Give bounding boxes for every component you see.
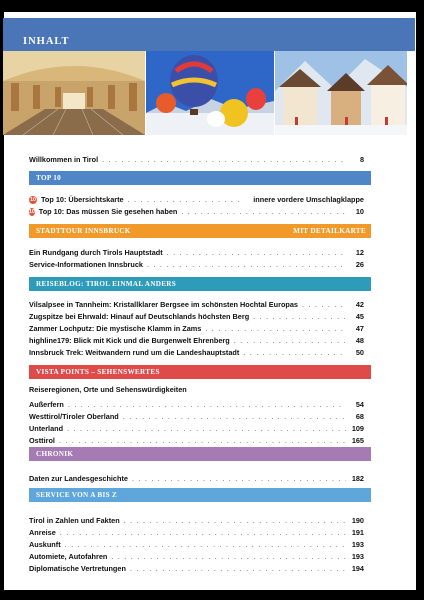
toc-entry-osttirol[interactable]: Osttirol . . . 165 bbox=[29, 434, 364, 445]
top10-badge-icon: 10 bbox=[29, 209, 35, 215]
toc-entry-reiseblog-5[interactable]: Innsbruck Trek: Weitwandern rund um die Landeshauptstadt . . . 50 bbox=[29, 346, 364, 357]
toc-entry-reiseblog-3[interactable]: Zammer Lochputz: Die mystische Klamm in Zams . . . 47 bbox=[29, 322, 364, 333]
toc-entry-ausserfern[interactable]: Außerfern . . . 54 bbox=[29, 398, 364, 409]
toc-entry-service-3[interactable]: Auskunft . . . 193 bbox=[29, 538, 364, 549]
toc-entry-top10-sights[interactable]: 10 Top 10: Das müssen Sie gesehen haben . . . 10 bbox=[29, 205, 364, 216]
toc-entry-welcome[interactable]: Willkommen in Tirol . . . 8 bbox=[29, 153, 364, 164]
photo-alpine-village bbox=[275, 51, 407, 135]
section-reiseblog: REISEBLOG: TIROL EINMAL ANDERS bbox=[29, 277, 371, 291]
toc-entry-service-1[interactable]: Tirol in Zahlen und Fakten . . . 190 bbox=[29, 514, 364, 525]
toc-entry-top10-map[interactable]: 10 Top 10: Übersichtskarte . . . innere vordere Umschlagklappe bbox=[29, 193, 364, 204]
section-chronik: CHRONIK bbox=[29, 447, 371, 461]
toc-entry-chronik[interactable]: Daten zur Landesgeschichte . . . 182 bbox=[29, 472, 364, 483]
toc-entry-reiseblog-4[interactable]: highline179: Blick mit Kick und die Burgenwelt Ehrenberg . . . 48 bbox=[29, 334, 364, 345]
page-title: INHALT bbox=[23, 36, 70, 47]
section-top10: TOP 10 bbox=[29, 171, 371, 185]
toc-entry-unterland[interactable]: Unterland . . . 109 bbox=[29, 422, 364, 433]
toc-entry-stadttour-service[interactable]: Service-Informationen Innsbruck . . . 26 bbox=[29, 258, 364, 269]
top10-badge-icon: 10 bbox=[30, 197, 36, 203]
toc-entry-reiseblog-2[interactable]: Zugspitze bei Ehrwald: Hinauf auf Deutschlands höchsten Berg . . . 45 bbox=[29, 310, 364, 321]
toc-entry-service-4[interactable]: Automiete, Autofahren . . . 193 bbox=[29, 550, 364, 561]
toc-entry-stadttour-rundgang[interactable]: Ein Rundgang durch Tirols Hauptstadt . . . 12 bbox=[29, 246, 364, 257]
toc-entry-service-5[interactable]: Diplomatische Vertretungen . . . 194 bbox=[29, 562, 364, 573]
section-vista-points: VISTA POINTS – SEHENSWERTES bbox=[29, 365, 371, 379]
toc-entry-service-2[interactable]: Anreise . . . 191 bbox=[29, 526, 364, 537]
vista-subtitle: Reiseregionen, Orte und Sehenswürdigkeiten bbox=[29, 385, 187, 394]
photo-hot-air-balloons bbox=[146, 51, 274, 135]
section-stadttour: STADTTOUR INNSBRUCK MIT DETAILKARTE bbox=[29, 224, 371, 238]
toc-entry-reiseblog-1[interactable]: Vilsalpsee in Tannheim: Kristallklarer Bergsee im schönsten Hochtal Europas . . . 42 bbox=[29, 298, 364, 309]
toc-entry-westtirol[interactable]: Westtirol/Tiroler Oberland . . . 68 bbox=[29, 410, 364, 421]
section-service: SERVICE VON A BIS Z bbox=[29, 488, 371, 502]
photo-palace-hall bbox=[3, 51, 145, 135]
